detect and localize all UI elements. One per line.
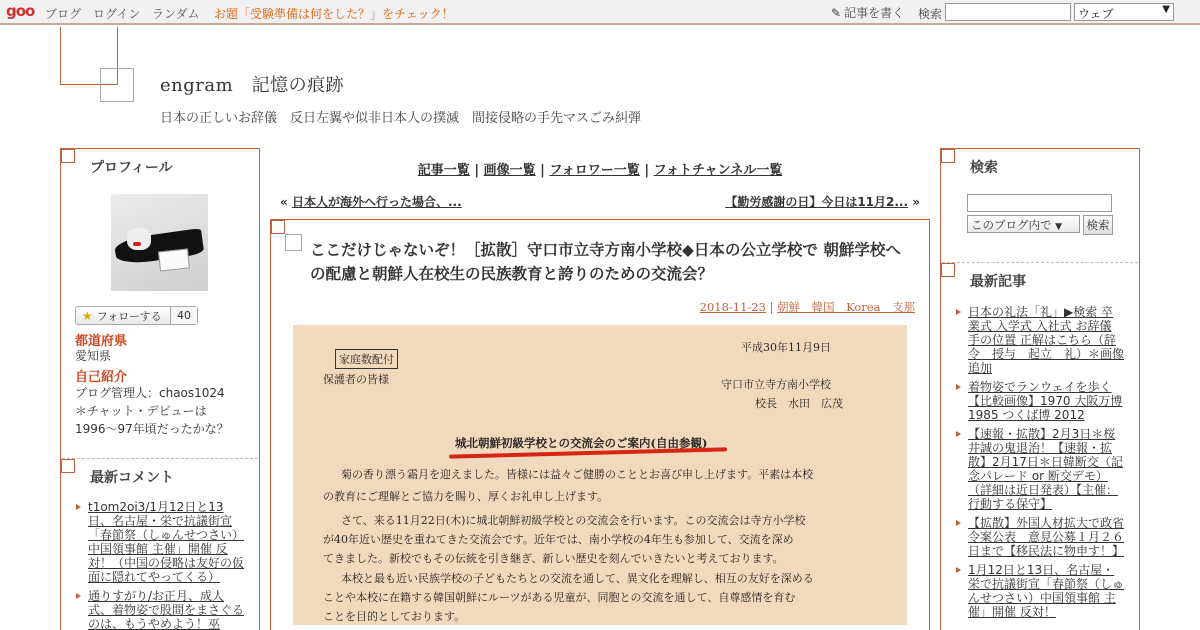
nav-all-images[interactable]: 画像一覧 (483, 163, 536, 178)
doc-line: さて、来る11月22日(木)に城北朝鮮初級学校との交流会を行います。この交流会は寺方小学校 (341, 514, 806, 527)
nav-login-link[interactable]: ログイン (93, 7, 141, 21)
dropdown-arrow-icon: ▼ (1162, 4, 1170, 15)
intro-text-2: ＊チャット・デビューは (75, 404, 207, 418)
entry-meta (700, 299, 915, 315)
list-item (75, 589, 247, 630)
doc-heading: 城北朝鮮初級学校との交流会のご案内(自由参観) (455, 436, 708, 450)
next-arrow: » (912, 195, 920, 209)
entry-title[interactable]: ここだけじゃないぞ！［拡散］守口市立寺方南小学校◆日本の公立学校で 朝鮮学校への配慮と朝鮮人在校生の民族教育と誇りのための交流会？ (310, 241, 901, 283)
recent-articles-list (955, 305, 1125, 624)
list-item (955, 305, 1125, 375)
doc-line: の教育にご理解とご協力を賜り、厚くお礼申し上げます。 (323, 490, 609, 503)
promo-link[interactable]: お題「受験準備は何をした？」をチェック！ (214, 7, 454, 21)
list-item (955, 563, 1125, 619)
comments-list (75, 500, 247, 630)
goo-logo[interactable]: goo (6, 2, 35, 20)
search-widget-title: 検索 (970, 160, 998, 176)
deco-square (61, 459, 75, 473)
recent-article-link[interactable]: 【速報・拡散】2月3日＊桜井誠の鬼退治！【速報・拡散】2月17日＊日韓断交（記念パレード or 断交デモ）（詳細は近日発表）【主催：行動する保守】 (968, 427, 1123, 511)
blog-title[interactable]: engram 記憶の痕跡 (160, 75, 345, 96)
recent-article-link[interactable]: 日本の礼法「礼」▶検索 卒業式 入学式 入社式 お辞儀 手の位置 正解はこちら（辞令 授与 起立 礼）＊画像追加 (968, 305, 1125, 375)
comment-link[interactable]: 通りすがり/お正月、成人式、着物姿で股間をまさぐるのは、もうやめよう！巫 (88, 589, 245, 630)
intro-text-1: ブログ管理人：chaos1024 (75, 386, 225, 400)
avatar-card (158, 248, 190, 271)
entry-category-link[interactable]: 朝鮮 韓国 Korea 支那 (777, 300, 915, 314)
prev-arrow: « (280, 195, 288, 209)
entry-date-link[interactable]: 2018-11-23 (699, 300, 766, 314)
avatar-face (127, 228, 151, 250)
list-item (955, 380, 1125, 422)
doc-line: 本校と最も近い民族学校の子どもたちとの交流を通して、異文化を理解し、相互の友好を深める (341, 572, 814, 585)
deco-square (941, 263, 955, 277)
recent-article-link[interactable]: 着物姿でランウェイを歩く【比較画像】1970 大阪万博 1985 つくば博 2012 (968, 380, 1123, 422)
doc-addressee: 保護者の皆様 (323, 373, 389, 386)
entry-document-image[interactable] (293, 325, 907, 625)
doc-line: 菊の香り漂う霜月を迎えました。皆様には益々ご健勝のこととお喜び申し上げます。平素は本校 (341, 468, 814, 481)
nav-followers[interactable]: フォロワー一覧 (549, 163, 640, 178)
top-search-input[interactable] (945, 3, 1071, 21)
prev-entry (280, 193, 462, 210)
meta-separator: | (769, 300, 774, 314)
doc-line: ことや本校に在籍する韓国朝鮮にルーツがある児童が、同胞との交流を通して、自尊感情を育む (323, 591, 796, 604)
list-item (955, 516, 1125, 558)
next-entry (725, 193, 920, 210)
doc-line: が40年近い歴史を重ねてきた交流会です。近年では、南小学校の4年生も参加して、交流を深め (323, 533, 794, 546)
dropdown-arrow-icon: ▼ (1055, 222, 1063, 232)
deco-square (271, 220, 285, 234)
recent-title: 最新記事 (970, 274, 1026, 290)
top-search-label: 検索 (918, 7, 943, 21)
doc-line: てきました。新校でもその伝統を引き継ぎ、新しい歴史を刻んでいきたいと考えております。 (323, 552, 784, 565)
blog-search-input[interactable] (967, 194, 1112, 212)
blog-search-scope-select[interactable] (967, 215, 1080, 233)
doc-principal: 校長 水田 広茂 (755, 397, 843, 410)
follow-label: フォローする (96, 309, 162, 323)
doc-school: 守口市立寺方南小学校 (721, 378, 831, 391)
doc-stamp: 家庭数配付 (335, 349, 398, 369)
blog-nav-links: 記事一覧 | 画像一覧 | フォロワー一覧 | フォトチャンネル一覧 (417, 163, 783, 178)
blog-search-scope-value: このブログ内で (971, 218, 1052, 232)
divider (62, 458, 258, 459)
nav-random-link[interactable]: ランダム (152, 7, 200, 21)
comment-link[interactable]: t1om2oi3/1月12日と13日、名古屋・栄で抗議街宣「春節祭（しゅんせつさい）中国領事館 主催」開催 反対！（中国の侵略は友好の仮面に隠れてやってくる） (88, 500, 245, 584)
doc-date: 平成30年11月9日 (741, 341, 831, 354)
top-bar (0, 0, 1200, 25)
top-search-scope-value: ウェブ (1078, 7, 1114, 21)
nav-photo-channel[interactable]: フォトチャンネル一覧 (653, 163, 783, 178)
write-article-link[interactable] (831, 4, 904, 21)
intro-label: 自己紹介 (75, 370, 128, 385)
intro-text-3: 1996〜97年頃だったかな？ (75, 422, 229, 436)
recent-article-link[interactable]: 1月12日と13日、名古屋・栄で抗議街宣「春節祭（しゅんせつさい）中国領事館 主催」開催 反対！ (968, 563, 1125, 619)
follow-button[interactable] (75, 306, 198, 325)
star-icon: ★ (82, 308, 93, 323)
nav-all-articles[interactable]: 記事一覧 (417, 163, 470, 178)
pref-label: 都道府県 (75, 334, 128, 349)
list-item (75, 500, 247, 584)
nav-blog-link[interactable]: ブログ (45, 7, 82, 21)
deco-square (285, 234, 302, 251)
avatar-lips (133, 242, 141, 246)
comments-title: 最新コメント (90, 470, 174, 486)
next-entry-link[interactable]: 【勤労感謝の日】今日は11月2... (725, 195, 909, 209)
follow-count: 40 (170, 307, 197, 324)
avatar[interactable] (111, 194, 208, 291)
blog-search-button[interactable]: 検索 (1083, 215, 1113, 235)
deco-square (941, 149, 955, 163)
pencil-icon: ✎ (831, 5, 842, 20)
recent-article-link[interactable]: 【拡散】外国人材拡大で政省令案公表 意見公募１月２６日まで【移民法に物申す！】 (968, 516, 1125, 558)
header-deco-square-small (100, 68, 134, 102)
prev-entry-link[interactable]: 日本人が海外へ行った場合、... (291, 195, 462, 209)
pref-value: 愛知県 (75, 349, 112, 363)
divider (942, 262, 1138, 263)
doc-line: ことを目的としております。 (323, 610, 466, 623)
top-search-scope-select[interactable] (1074, 3, 1174, 21)
list-item (955, 427, 1125, 511)
blog-description: 日本の正しいお辞儀 反日左翼や似非日本人の撲滅 間接侵略の手先マスごみ糾弾 (160, 111, 642, 126)
profile-title: プロフィール (90, 160, 173, 176)
write-article-label: 記事を書く (844, 6, 905, 20)
deco-square (61, 149, 75, 163)
